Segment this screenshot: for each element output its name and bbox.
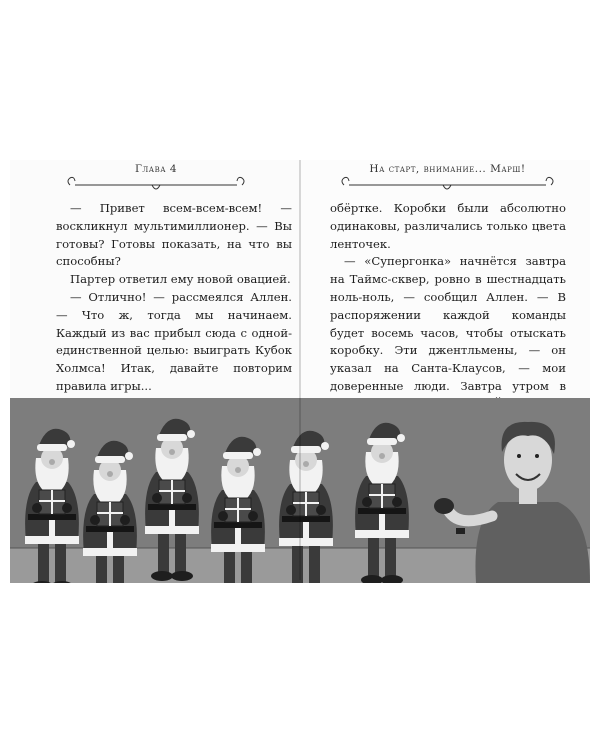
santa-glove <box>316 505 326 515</box>
santa-glove <box>152 493 162 503</box>
paragraph: — Отлично! — рассмеялся Аллен. — Что ж, тогда мы начинаем. Каждый из вас прибыл сюда с одной-единственной целью: выиграть Кубок Холмса! Итак, давайте повторим правила игры... <box>56 289 292 393</box>
santa-glove <box>392 497 402 507</box>
right-running-head <box>340 163 555 193</box>
santa-glove <box>218 511 228 521</box>
santa-leg <box>368 532 379 578</box>
santa-nose <box>169 449 175 455</box>
santa-belt <box>282 516 330 522</box>
santa-hat-brim <box>95 456 125 463</box>
santa-nose <box>235 467 241 473</box>
santa-boot <box>171 571 193 581</box>
santa-hat-brim <box>367 438 397 445</box>
santa-belt <box>28 514 76 520</box>
santa-hat-pompom <box>187 430 195 438</box>
host-held-object <box>434 498 454 514</box>
right-running-head-flourish <box>340 173 555 195</box>
santa-leg <box>55 538 66 583</box>
santa-hat-pompom <box>321 442 329 450</box>
santa-hat-pompom <box>125 452 133 460</box>
paragraph: — «Супергонка» начнётся завтра на Таймс-сквер, ровно в шестнадцать ноль-ноль, — сообщил Аллен. — В распоряжении каждой команды будет восемь часов, чтобы отыскать коробку. Эти джентльмены, — он указал на Санта-Клаусов, — мои доверенные люди. Завтра утром в <box>330 254 566 393</box>
santa-glove <box>32 503 42 513</box>
santa-hat-pompom <box>397 434 405 442</box>
book-gutter <box>299 160 301 580</box>
host-eye <box>535 454 539 458</box>
santa-boot <box>151 571 173 581</box>
santa-glove <box>362 497 372 507</box>
santa-glove <box>286 505 296 515</box>
santa-leg <box>309 540 320 583</box>
santa-belt <box>214 522 262 528</box>
host-watch <box>456 528 465 534</box>
paragraph: — Привет всем-всем-всем! — воскликнул мультимиллионер. — Вы готовы? Готовы показать, на что вы способны? <box>56 201 292 269</box>
santa-hat-pompom <box>67 440 75 448</box>
santa-glove <box>182 493 192 503</box>
santa-leg <box>175 528 186 574</box>
left-running-head-flourish <box>66 173 246 195</box>
santa-leg <box>158 528 169 574</box>
santa-leg <box>292 540 303 583</box>
santa-hat-brim <box>37 444 67 451</box>
santa-nose <box>107 471 113 477</box>
paragraph: Партер ответил ему новой овацией. <box>70 272 291 287</box>
santa-belt <box>358 508 406 514</box>
santa-glove <box>120 515 130 525</box>
santa-hat-brim <box>291 446 321 453</box>
santa-nose <box>379 453 385 459</box>
santa-nose <box>303 461 309 467</box>
santa-hat-brim <box>223 452 253 459</box>
santa-belt <box>148 504 196 510</box>
right-running-head-text: На старт, внимание... Марш! <box>369 163 526 175</box>
santa-hat-pompom <box>253 448 261 456</box>
left-running-head-text: Глава 4 <box>134 163 178 175</box>
paragraph: обёртке. Коробки были абсолютно одинаковы, различались только цвета ленточек. <box>330 201 566 251</box>
santa-nose <box>49 459 55 465</box>
host-eye <box>517 454 521 458</box>
santa-leg <box>38 538 49 583</box>
santa-belt <box>86 526 134 532</box>
santa-leg <box>385 532 396 578</box>
santa-glove <box>90 515 100 525</box>
santa-hat-brim <box>157 434 187 441</box>
santa-glove <box>248 511 258 521</box>
santa-glove <box>62 503 72 513</box>
left-running-head <box>66 163 246 193</box>
